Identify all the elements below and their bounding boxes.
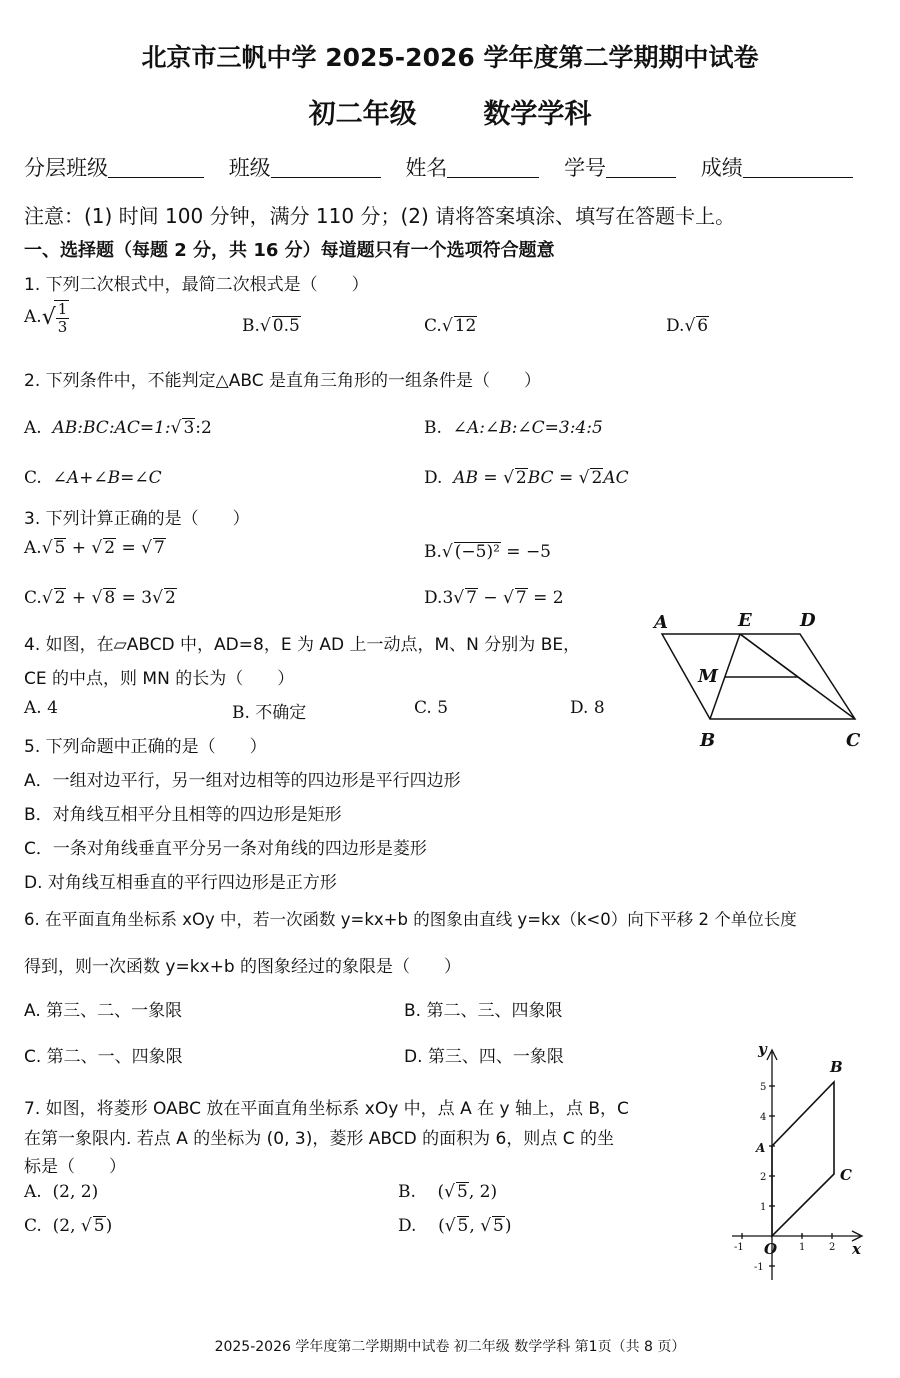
q2-option-b: B. ∠A:∠B:∠C=3:4:5 bbox=[424, 418, 603, 438]
q4-option-c: C. 5 bbox=[414, 698, 449, 718]
q4-option-d: D. 8 bbox=[570, 698, 605, 718]
tick-label-y2: 2 bbox=[760, 1172, 767, 1183]
q3-option-d: D.3√ 7 − √ 7 = 2 bbox=[424, 588, 564, 608]
grade-subject bbox=[0, 92, 900, 131]
q2-stem: 2. 下列条件中，不能判定△ABC 是直角三角形的一组条件是（ ） bbox=[24, 371, 541, 391]
q4-stem-line2: CE 的中点，则 MN 的长为（ ） bbox=[24, 669, 295, 689]
q2-option-c: C. ∠A+∠B=∠C bbox=[24, 468, 162, 488]
grade-label: 初二年级 bbox=[308, 99, 417, 130]
q7-option-d: D. (√ 5, √ 5) bbox=[398, 1216, 512, 1236]
page-footer: 2025-2026 学年度第二学期期中试卷 初二年级 数学学科 第1页（共 8 页） bbox=[214, 1339, 686, 1355]
info-field-score: 成绩 bbox=[700, 156, 743, 180]
q7-stem-line1: 7. 如图，将菱形 OABC 放在平面直角坐标系 xOy 中，点 A 在 y 轴上，点 B，C bbox=[24, 1099, 629, 1119]
name-blank[interactable] bbox=[447, 159, 539, 178]
label-b: B bbox=[700, 730, 716, 751]
q7-option-a: A. (2, 2) bbox=[24, 1182, 99, 1202]
label-x: x bbox=[852, 1240, 861, 1258]
subject-label: 数学学科 bbox=[483, 99, 592, 130]
tick-label-y4: 4 bbox=[760, 1112, 767, 1123]
q7-stem-line3: 标是（ ） bbox=[24, 1157, 126, 1177]
score-blank[interactable] bbox=[743, 159, 853, 178]
q3-option-b: B.√ (−5)² = −5 bbox=[424, 542, 552, 562]
student-id-blank[interactable] bbox=[606, 159, 676, 178]
q5-stem: 5. 下列命题中正确的是（ ） bbox=[24, 737, 267, 757]
q1-option-a: A.√ $\frac{1}{3}$ bbox=[24, 300, 68, 336]
student-info-line bbox=[24, 152, 853, 182]
q1-option-c: C.√ 12 bbox=[424, 316, 477, 336]
q5-option-d: D. 对角线互相垂直的平行四边形是正方形 bbox=[24, 873, 337, 893]
q6-option-d: D. 第三、四、一象限 bbox=[404, 1047, 564, 1067]
q2-option-a: A. AB:BC:AC=1:√ 3:2 bbox=[24, 418, 212, 438]
q7-coordinate-figure bbox=[720, 1040, 870, 1290]
label-b: B bbox=[830, 1058, 843, 1076]
q4-stem-line1: 4. 如图，在▱ABCD 中，AD=8，E 为 AD 上一动点，M、N 分别为 BE， bbox=[24, 635, 581, 655]
q6-option-a: A. 第三、二、一象限 bbox=[24, 1001, 183, 1021]
q7-stem-line2: 在第一象限内. 若点 A 的坐标为 (0, 3)，菱形 ABCD 的面积为 6，则点 C 的坐 bbox=[24, 1129, 615, 1149]
class-blank[interactable] bbox=[271, 159, 381, 178]
q7-option-b: B. (√ 5, 2) bbox=[398, 1182, 498, 1202]
section-heading: 一、选择题（每题 2 分，共 16 分）每道题只有一个选项符合题意 bbox=[24, 240, 555, 261]
q5-option-b: B．对角线互相平分且相等的四边形是矩形 bbox=[24, 805, 342, 825]
segment-en bbox=[740, 634, 810, 686]
q6-stem-line1: 6. 在平面直角坐标系 xOy 中，若一次函数 y=kx+b 的图象由直线 y=kx（k<0）向下平移 2 个单位长度 bbox=[24, 910, 797, 929]
label-y: y bbox=[758, 1040, 767, 1058]
info-field-tier-class: 分层班级 bbox=[24, 156, 108, 180]
label-e: E bbox=[738, 610, 752, 631]
tick-label-x2: 2 bbox=[829, 1242, 836, 1253]
q1-option-b: B.√ 0.5 bbox=[242, 316, 300, 336]
q6-stem-line2: 得到，则一次函数 y=kx+b 的图象经过的象限是（ ） bbox=[24, 957, 462, 977]
exam-title: 北京市三帆中学 2025-2026 学年度第二学期期中试卷 bbox=[141, 43, 759, 72]
info-field-class: 班级 bbox=[228, 156, 271, 180]
tick-marks bbox=[742, 1086, 832, 1266]
q4-parallelogram-figure bbox=[650, 604, 870, 754]
tick-label-y-neg1: -1 bbox=[754, 1262, 764, 1273]
label-a: A bbox=[654, 612, 668, 633]
tick-label-x1: 1 bbox=[799, 1242, 806, 1253]
q4-option-b: B. 不确定 bbox=[232, 703, 307, 723]
q6-option-c: C. 第二、一、四象限 bbox=[24, 1047, 183, 1067]
tier-class-blank[interactable] bbox=[108, 159, 204, 178]
tick-label-x-neg1: -1 bbox=[734, 1242, 744, 1253]
q4-option-a: A. 4 bbox=[24, 698, 58, 718]
label-m: M bbox=[698, 666, 718, 687]
q2-option-d: D. AB = √ 2BC = √ 2AC bbox=[424, 468, 629, 488]
label-o: O bbox=[764, 1240, 778, 1258]
rhombus-oabc bbox=[772, 1082, 834, 1236]
tick-label-y5: 5 bbox=[760, 1082, 767, 1093]
q5-option-a: A．一组对边平行，另一组对边相等的四边形是平行四边形 bbox=[24, 771, 461, 791]
q6-option-b: B. 第二、三、四象限 bbox=[404, 1001, 563, 1021]
q5-option-c: C．一条对角线垂直平分另一条对角线的四边形是菱形 bbox=[24, 839, 427, 859]
q1-option-d: D.√ 6 bbox=[666, 316, 709, 336]
q3-stem: 3. 下列计算正确的是（ ） bbox=[24, 509, 250, 529]
label-a: A bbox=[756, 1141, 766, 1155]
exam-notice: 注意：(1) 时间 100 分钟，满分 110 分；(2) 请将答案填涂、填写在答题卡上。 bbox=[24, 204, 736, 228]
label-c: C bbox=[840, 1166, 852, 1184]
info-field-student-id: 学号 bbox=[564, 156, 607, 180]
label-d: D bbox=[800, 610, 816, 631]
label-c: C bbox=[846, 730, 861, 751]
tick-label-y1: 1 bbox=[760, 1202, 767, 1213]
q7-option-c: C. (2, √ 5) bbox=[24, 1216, 113, 1236]
q3-option-a: A.√ 5 + √ 2 = √ 7 bbox=[24, 538, 165, 558]
info-field-name: 姓名 bbox=[405, 156, 448, 180]
q3-option-c: C.√ 2 + √ 8 = 3√ 2 bbox=[24, 588, 176, 608]
q1-stem: 1. 下列二次根式中，最简二次根式是（ ） bbox=[24, 275, 369, 295]
